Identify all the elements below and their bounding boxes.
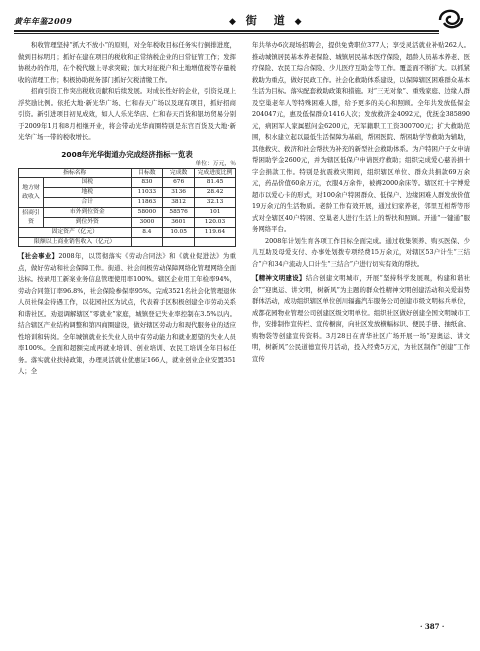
table-cell: 国税 bbox=[44, 178, 132, 188]
table-cell: 10.05 bbox=[163, 228, 195, 238]
page-number: · 387 · bbox=[420, 622, 445, 631]
table-cell: 830 bbox=[131, 178, 163, 188]
table-unit: 单位：万元，％ bbox=[195, 161, 236, 167]
table-cell: 到位外资 bbox=[44, 218, 132, 228]
table-cell: 58000 bbox=[131, 208, 163, 218]
table-header: 目标数 bbox=[131, 169, 163, 178]
table-cell bbox=[163, 238, 195, 247]
table-cell: 市外到位资金 bbox=[44, 208, 132, 218]
section-tag: 【精神文明建设】 bbox=[252, 274, 306, 282]
table-row bbox=[19, 238, 236, 247]
table-cell: 676 bbox=[163, 178, 195, 188]
table-header: 完成数 bbox=[163, 169, 195, 178]
table-cell: 地税 bbox=[44, 188, 132, 198]
right-column bbox=[252, 40, 470, 365]
group-label: 招商引资 bbox=[19, 208, 44, 228]
table-cell: 119.64 bbox=[195, 228, 236, 238]
table-cell: 3000 bbox=[131, 218, 163, 228]
paragraph: 2008年计划生育各项工作目标全面完成。通过收集领养、购买医保、少儿互助及母爱支付、办事处划拨专项经费15万余元，对辖区53户计生“三结合”户和34户流动人口计生“三结合”户进行切实有效的帮扶。 bbox=[252, 236, 470, 268]
paragraph-text: 2008年，以贯彻落实《劳动合同法》和《就业促进法》为重点，做好劳动和社会保障工作。街道、社会间极劳动保障网络化管理网络全面达标。按录用工新案业务信息管理使用率100%。辖区企业用工年检率94%，劳动合同签订率96.8%，社会保险参保率95%。完成3521名社会化管理退休人员社保金待遇工作，以花园社区为试点，代表着手区积极创建全市劳动关系和谐社区。劝退调解辖区“零就业”家庭，城镇登记失业率控制在3.5%以内。结合辖区产业结构调整和第四商圈建设，做好辖区劳动力和现代服务业的适应性培训和转岗。全年城镇就业长失业人员中有劳动能力和就业愿望的失业人员率100%。全面和超额完成再就业培训、创业培训、农民工培训全年目标任务。落实就业扶持政策，办理灵活就业优惠证166人，就业创业企业安置351人；全 bbox=[18, 252, 237, 375]
table-cell: 限额以上商业销售收入（亿元） bbox=[19, 238, 132, 247]
table-cell: 11033 bbox=[131, 188, 163, 198]
paragraph: 积收管理坚持“抓大不放小”的原则，对全年税收目标任务实行倒排进度，做到目标明月；抓好在建在项目的税收和正常纳税企业的日常征管工作；发挥协税办的作用，在个税代缴上寻求突破；加大对征税户和土地增值税等存量税收的清理工作；积极协助税务部门抓好欠税清缴工作。 bbox=[18, 41, 236, 84]
table-cell: 101 bbox=[195, 208, 236, 218]
table-row bbox=[19, 208, 236, 218]
paragraph: 招商引资工作突出税收贡献和后续发展。对成长性好的企业，引资兑现上浮奖励比例。依托大地·新光华广场、仁和春天广场以及现有项目，抓好招商引资。新引进项目初见成效，如人人乐光华店、仁和春天百货和银坊贸易分别于2009年1月和8月相继开业，将会带动光华商圈特别是东宫百货及大地·新光华广场一带的税收增长。 bbox=[18, 87, 236, 141]
table-row bbox=[19, 178, 236, 188]
table-cell: 81.45 bbox=[195, 178, 236, 188]
table-title: 2008年光华街道办完成经济指标一览表 bbox=[61, 149, 193, 159]
left-column bbox=[18, 40, 236, 378]
table-header: 指标名称 bbox=[19, 169, 132, 178]
table-cell: 58576 bbox=[163, 208, 195, 218]
table-cell bbox=[195, 238, 236, 247]
header-rule-thin bbox=[14, 33, 439, 34]
table-cell: 8.4 bbox=[131, 228, 163, 238]
table-row bbox=[19, 198, 236, 208]
section-tag: 【社会事业】 bbox=[18, 252, 59, 260]
table-cell: 3812 bbox=[163, 198, 195, 208]
table-row bbox=[19, 218, 236, 228]
table-cell: 28.42 bbox=[195, 188, 236, 198]
table-header: 完成进度比例 bbox=[195, 169, 236, 178]
diamond-left-icon: ◆ bbox=[229, 17, 239, 27]
paragraph-text: 结合创建文明城市，开展“坚持科学发展观，构建和谐社会”“迎奥运、讲文明，树新风”为主题的群众性精神文明创建活动和关爱弱势群体活动，成功组织辖区单位创川辐鑫汽车服务公司创建市级文明标兵单位，成都花园物业管理公司创建区级文明单位。组织社区做好创建全国文明城市工作，安排制作宣传栏、宣传橱窗，向社区发放横幅标识、便民手册、抽纸盒、购物袋等创建宣传资料。3月28日在青华社区广场开展一场“迎奥运、讲文明，树新风”公民道德宣传月活动，投入经费5万元，为社区制作“创建”工作宣传 bbox=[252, 274, 470, 363]
paragraph bbox=[18, 251, 236, 378]
group-label: 地方财政收入 bbox=[19, 178, 44, 208]
paragraph bbox=[252, 273, 470, 365]
table-cell bbox=[131, 238, 163, 247]
table-cell: 3136 bbox=[163, 188, 195, 198]
yearbook-title: 黄年年鉴2009 bbox=[14, 16, 73, 26]
table-cell: 120.03 bbox=[195, 218, 236, 228]
section-title bbox=[229, 12, 305, 28]
table-header-row bbox=[19, 169, 236, 178]
economic-indicators-table bbox=[18, 168, 236, 247]
table-cell: 11863 bbox=[131, 198, 163, 208]
table-cell: 合计 bbox=[44, 198, 132, 208]
section-name: 街 道 bbox=[245, 14, 288, 27]
table-row bbox=[19, 188, 236, 198]
diamond-right-icon: ◆ bbox=[294, 17, 305, 27]
swirl-logo-icon bbox=[436, 6, 466, 32]
table-cell: 32.13 bbox=[195, 198, 236, 208]
header-rule bbox=[14, 30, 439, 32]
table-cell: 固定资产（亿元） bbox=[19, 228, 132, 238]
page-header bbox=[14, 6, 466, 34]
table-row bbox=[19, 228, 236, 238]
paragraph: 年共举办6次现场招聘会，提供免费职位377人；享受灵活就业补贴262人。推动城镇居民基本养老保险、城镇居民基本医疗保险，超龄人员基本养老、医疗保险、农民工综合保险、少儿医疗互助金等工作。覆盖面不断扩大。以抓紧救助为重点，做好民政工作。社会化救助体系建设，以保障辖区困难群众基本生活为目标。落实配套救助政策和措施。对“三无对象”、重残家庭、边缘人群及空巢老年人等特殊困难人群，给予更多的关心和照顾。全年共发放低保金204047元，惠及低保群众1416人次；发放救济金4092元，优抚金385890元，病困军人家属慰问金6200元，无军籍职工工资300700元；扩大救助范围，积水建立起以最低生活保障为基础，帮困医院、帮困助学等救助为辅助，其他救灾、救济和社会帮扶为补充的新型社会救助体系。为户特困户子女申请帮困助学金2600元，并为辖区低保户申请医疗救助；组织完成爱心慈善捐十字会捐款工作。特别是抗震救灾期间，组织辖区单位、群众共捐款69万余元，药品价值60余万元，衣服4万余件，被褥2000余床等。辖区红十字博爱超市以爱心卡的形式，对100余户特困群众、低保户、边缘困难人群发放价值19万余元的生活物质。老龄工作有效开展，通过妇家养老，邻里互相帮等形式对全辖区40户特困、空巢老人进行生活上的帮扶和照顾。开通“一键通”服务网络平台。 bbox=[252, 41, 470, 233]
table-cell: 3601 bbox=[163, 218, 195, 228]
